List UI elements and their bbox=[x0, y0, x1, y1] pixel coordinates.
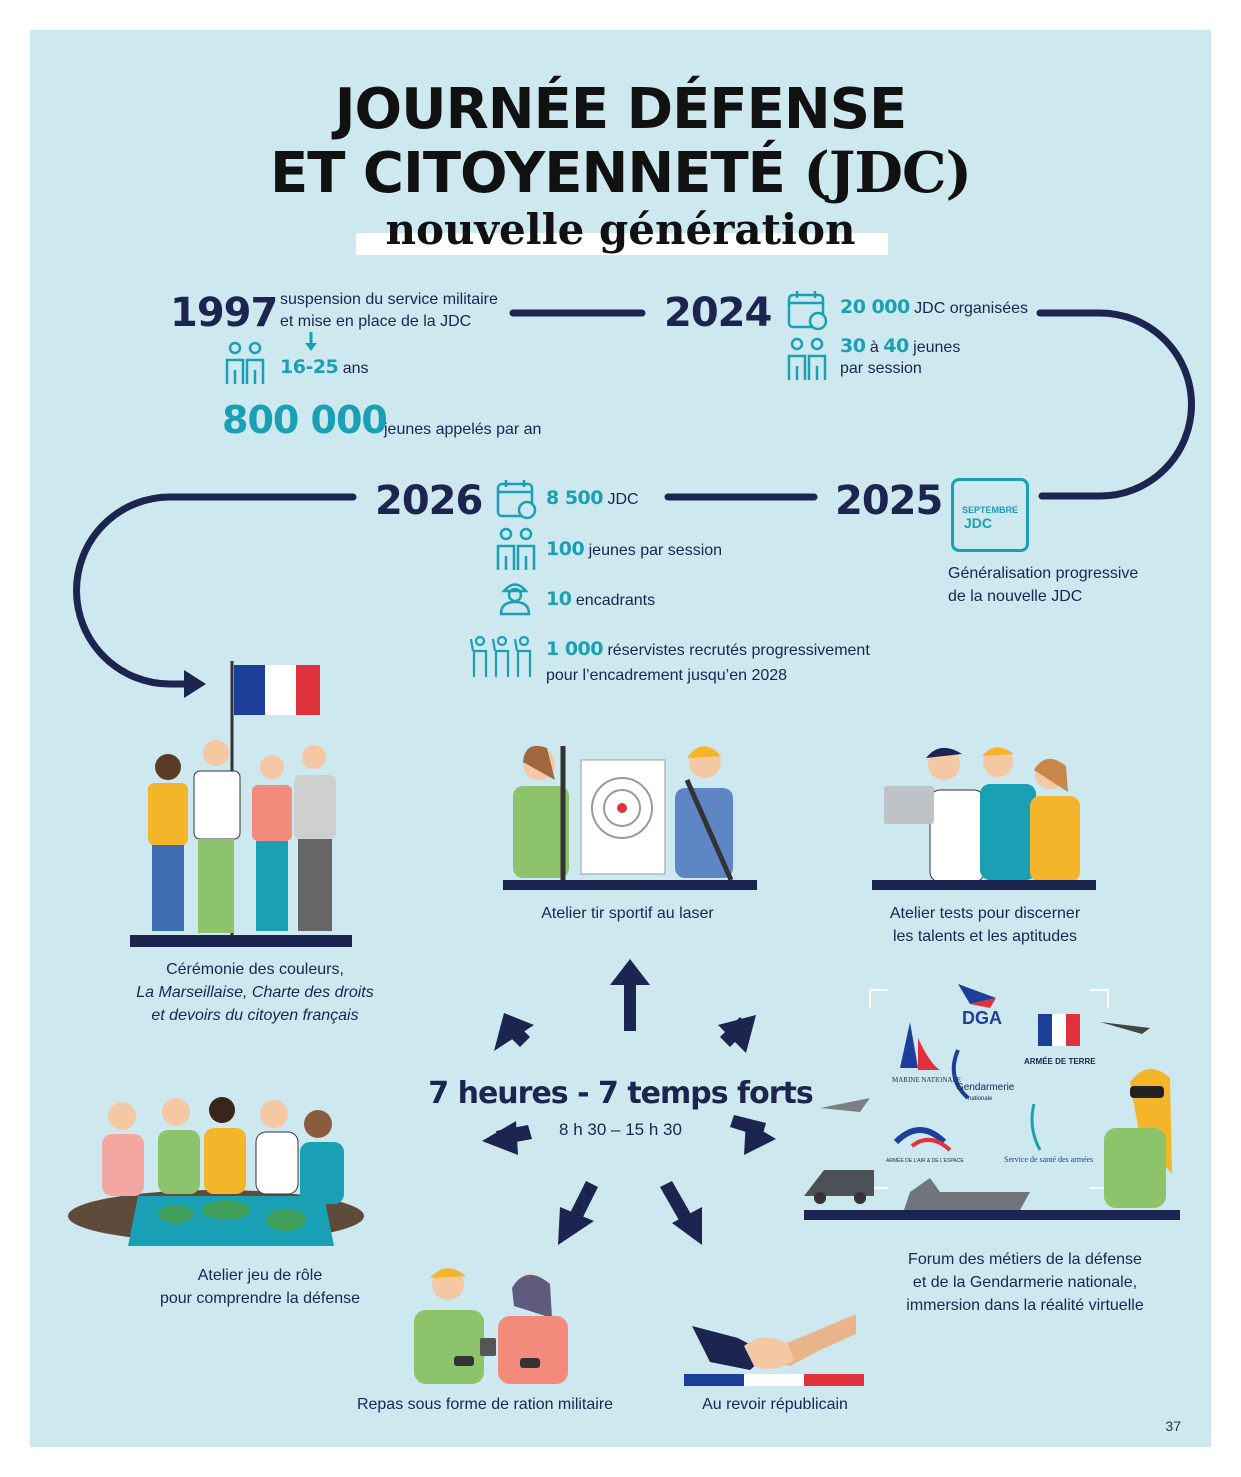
y2026-reserve: 1 000 réservistes recrutés progressivement bbox=[546, 638, 870, 660]
year-1997: 1997 bbox=[170, 290, 278, 336]
ceremony-caption-2: La Marseillaise, Charte des droits bbox=[136, 984, 374, 1001]
svg-text:ARMÉE DE L'AIR & DE L'ESPACE: ARMÉE DE L'AIR & DE L'ESPACE bbox=[886, 1158, 964, 1164]
laser-caption: Atelier tir sportif au laser bbox=[541, 905, 714, 922]
reservists-icon bbox=[470, 633, 540, 681]
ceremony-caption-1: Cérémonie des couleurs, bbox=[166, 961, 344, 978]
ceremony-illustration bbox=[128, 655, 358, 950]
forum-caption-1: Forum des métiers de la défense bbox=[908, 1251, 1142, 1268]
svg-text:MARINE NATIONALE: MARINE NATIONALE bbox=[892, 1076, 962, 1084]
y1997-count-desc: jeunes appelés par an bbox=[384, 421, 542, 438]
svg-text:nationale: nationale bbox=[968, 1096, 993, 1102]
goodbye-caption: Au revoir républicain bbox=[702, 1396, 848, 1413]
y2026-jdc: 8 500 JDC bbox=[546, 487, 639, 509]
y1997-desc-1: suspension du service militaire bbox=[280, 291, 498, 308]
year-2024: 2024 bbox=[664, 290, 772, 336]
forum-caption-3: immersion dans la réalité virtuelle bbox=[906, 1297, 1144, 1314]
y2026-reserve-2: pour l’encadrement jusqu’en 2028 bbox=[546, 667, 788, 684]
y2025-desc-1: Généralisation progressive bbox=[948, 565, 1139, 582]
meal-caption: Repas sous forme de ration militaire bbox=[356, 1396, 614, 1413]
roleplay-caption-1: Atelier jeu de rôle bbox=[197, 1267, 323, 1284]
forum-illustration bbox=[800, 978, 1182, 1240]
tests-illustration bbox=[870, 740, 1098, 892]
title-line2: ET CITOYENNETÉ (JDC) bbox=[269, 140, 972, 206]
y2026-staff: 10 encadrants bbox=[546, 588, 656, 610]
year-2025: 2025 bbox=[835, 478, 943, 524]
y2026-youth: 100 jeunes par session bbox=[546, 538, 723, 560]
calendar-icon bbox=[786, 289, 830, 331]
svg-text:Gendarmerie: Gendarmerie bbox=[956, 1082, 1015, 1093]
svg-text:Service de santé des armées: Service de santé des armées bbox=[1004, 1155, 1094, 1164]
people-icon bbox=[224, 340, 266, 388]
center-hours: 8 h 30 – 15 h 30 bbox=[559, 1120, 682, 1139]
meal-illustration bbox=[400, 1262, 580, 1388]
y2024-youth-2: par session bbox=[840, 360, 922, 377]
laser-shooting-illustration bbox=[495, 740, 760, 892]
y2024-jdc: 20 000 JDC organisées bbox=[840, 296, 1028, 318]
timeline-path bbox=[0, 0, 1241, 720]
arrow-down-icon bbox=[304, 332, 318, 352]
calendar-icon-2026 bbox=[495, 478, 539, 520]
soldier-icon bbox=[498, 578, 532, 616]
roleplay-caption-2: pour comprendre la défense bbox=[159, 1290, 361, 1307]
page-number: 37 bbox=[1165, 1418, 1181, 1434]
handshake-illustration bbox=[684, 1310, 866, 1388]
subtitle: nouvelle génération bbox=[385, 205, 856, 254]
calendar-2025-icon: SEPTEMBRE JDC bbox=[951, 478, 1029, 552]
ceremony-caption-3: et devoirs du citoyen français bbox=[151, 1007, 359, 1024]
roleplay-illustration bbox=[66, 1096, 366, 1254]
people-icon-2026 bbox=[495, 526, 537, 574]
people-icon-2024 bbox=[786, 336, 828, 384]
y2024-youth: 30 à 40 jeunes bbox=[840, 335, 961, 357]
svg-text:DGA: DGA bbox=[962, 1008, 1002, 1028]
y2025-desc-2: de la nouvelle JDC bbox=[948, 588, 1083, 605]
title-line1: JOURNÉE DÉFENSE bbox=[334, 77, 907, 142]
y1997-count: 800 000 bbox=[222, 398, 387, 442]
year-2026: 2026 bbox=[375, 478, 483, 524]
center-title: 7 heures - 7 temps forts bbox=[428, 1076, 813, 1111]
y1997-desc-2: et mise en place de la JDC bbox=[280, 313, 472, 330]
tests-caption-1: Atelier tests pour discerner bbox=[889, 905, 1081, 922]
svg-text:ARMÉE DE TERRE: ARMÉE DE TERRE bbox=[1024, 1057, 1096, 1066]
tests-caption-2: les talents et les aptitudes bbox=[892, 928, 1078, 945]
y1997-age: 16-25 ans bbox=[280, 356, 369, 378]
forum-caption-2: et de la Gendarmerie nationale, bbox=[912, 1274, 1138, 1291]
